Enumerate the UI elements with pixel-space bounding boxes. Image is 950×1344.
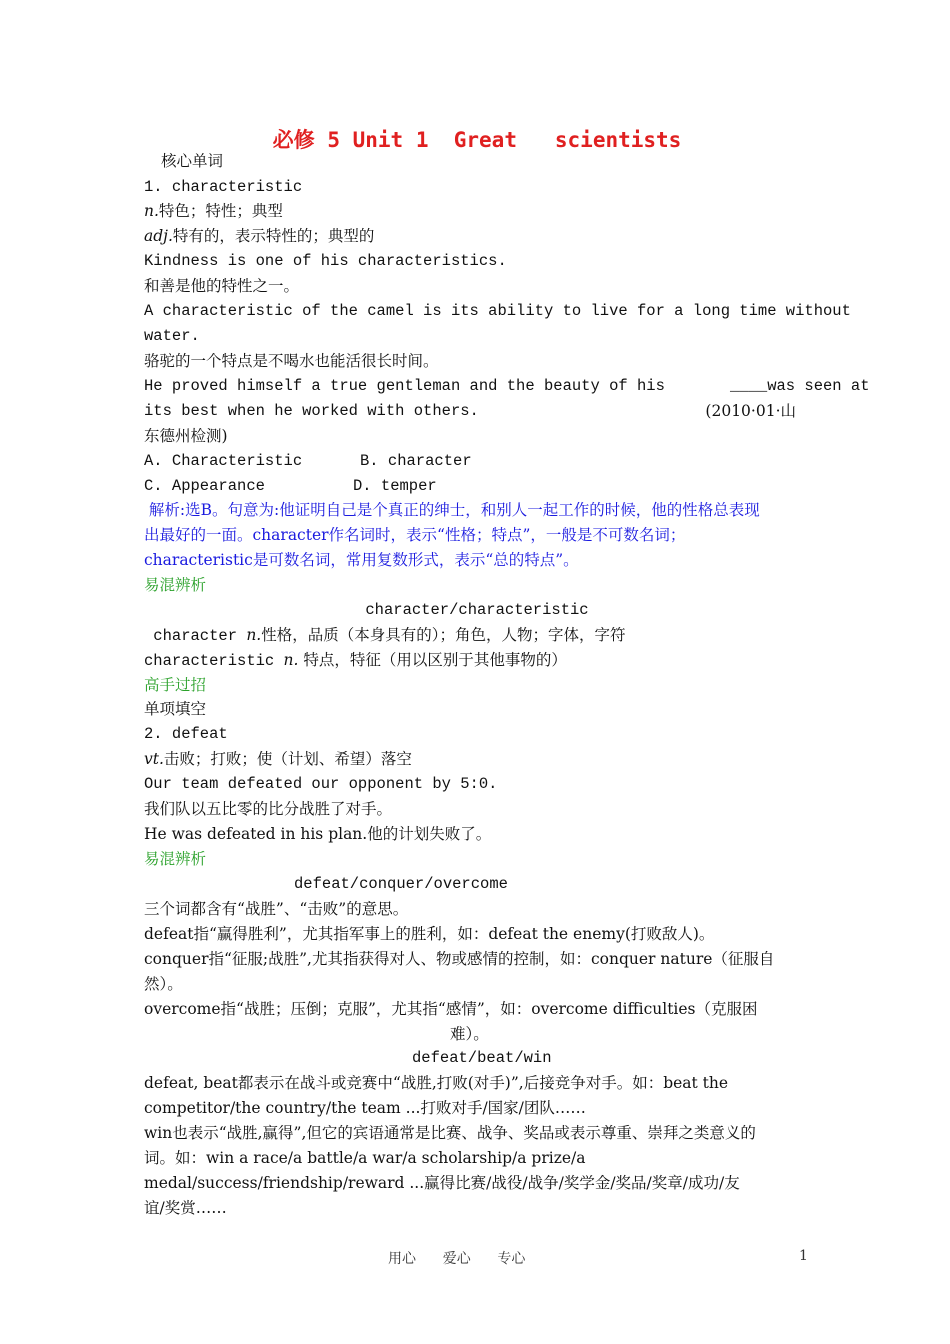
confusion-paragraph: 三个词都含有“战胜”、“击败”的意思。 (144, 900, 409, 918)
practice-label: 高手过招 (144, 676, 207, 694)
confusion-paragraph-cont: 然）。 (144, 975, 183, 993)
word: characteristic (144, 652, 284, 670)
answer-explanation-cont: 出最好的一面。character作名词时，表示“性格；特点”，一般是不可数名词； (144, 526, 686, 544)
example-sentence-cont: water. (144, 327, 200, 345)
question-stem-cont: its best when he worked with others. (144, 402, 479, 420)
confusion-paragraph-cont: 谊/奖赏…… (144, 1199, 227, 1217)
confusion-paragraph: defeat, beat都表示在战斗或竞赛中“战胜,打败(对手)”,后接竞争对手。如：beat the (144, 1074, 729, 1092)
confusion-paragraph-cont: 难）。 (450, 1025, 489, 1043)
answer-explanation: 解析:选B。句意为:他证明自己是个真正的绅士，和别人一起工作的时候，他的性格总表现 (144, 501, 760, 519)
page-title: 必修 5 Unit 1 Great scientists (272, 128, 682, 152)
part-of-speech: vt. (144, 750, 164, 768)
confusion-paragraph: win也表示“战胜,赢得”,但它的宾语通常是比赛、战争、奖品或表示尊重、崇拜之类意义的 (144, 1124, 756, 1142)
definition-text: 特点，特征（用以区别于其他事物的） (298, 651, 567, 669)
question-source: (2010·01·山 (705, 402, 796, 420)
example-sentence: Kindness is one of his characteristics. (144, 252, 507, 270)
confusion-paragraph: conquer指“征服;战胜”,尤其指获得对人、物或感情的控制，如：conquer nature（征服自 (144, 950, 775, 968)
definition-text: 特色；特性；典型 (158, 202, 283, 220)
part-of-speech: n. (144, 202, 159, 220)
confusion-paragraph-cont: 词。如：win a race/a battle/a war/a scholarship/a prize/a (144, 1149, 586, 1167)
definition-verb (144, 749, 412, 769)
definition-text: 性格，品质（本身具有的）；角色，人物；字体，字符 (261, 626, 626, 644)
question-stem: He proved himself a true gentleman and the beauty of his ____was seen at (144, 377, 870, 395)
option-a: A. Characteristic (144, 452, 303, 470)
confusion-title: character/characteristic (365, 601, 589, 619)
confusion-title: defeat/beat/win (412, 1049, 552, 1067)
page-number: 1 (799, 1248, 808, 1264)
option-c: C. Appearance (144, 477, 265, 495)
single-choice-label: 单项填空 (144, 700, 207, 718)
option-b: B. character (360, 452, 472, 470)
confusion-label: 易混辨析 (144, 850, 207, 868)
confusion-title: defeat/conquer/overcome (294, 875, 508, 893)
definition-noun (144, 201, 283, 221)
section-heading: 核心单词 (161, 152, 224, 170)
word-heading: 1. characteristic (144, 178, 303, 196)
example-sentence: A characteristic of the camel is its ability to live for a long time without (144, 302, 851, 320)
definition-adj (144, 226, 374, 246)
part-of-speech: adj. (144, 227, 173, 245)
definition-text: 特有的，表示特性的；典型的 (172, 227, 375, 245)
part-of-speech: n. (283, 651, 299, 669)
answer-explanation-cont: characteristic是可数名词，常用复数形式，表示“总的特点”。 (144, 551, 579, 569)
confusion-item (144, 625, 626, 646)
confusion-paragraph: defeat指“赢得胜利”，尤其指军事上的胜利，如：defeat the enemy(打败敌人)。 (144, 925, 715, 943)
example-translation: 我们队以五比零的比分战胜了对手。 (144, 800, 393, 818)
footer-motto: 用心 爱心 专心 (388, 1251, 526, 1267)
example-translation: 骆驼的一个特点是不喝水也能活很长时间。 (144, 352, 439, 370)
confusion-paragraph-cont: medal/success/friendship/reward ...赢得比赛/战役/战争/奖学金/奖品/奖章/成功/友 (144, 1174, 740, 1192)
example-sentence: Our team defeated our opponent by 5:0. (144, 775, 498, 793)
confusion-item (144, 650, 567, 671)
confusion-label: 易混辨析 (144, 576, 207, 594)
example-sentence: He was defeated in his plan.他的计划失败了。 (144, 825, 492, 843)
word-heading: 2. defeat (144, 725, 228, 743)
example-translation: 和善是他的特性之一。 (144, 277, 300, 295)
word: character (144, 627, 247, 645)
confusion-paragraph-cont: competitor/the country/the team ...打败对手/国家/团队…… (144, 1099, 586, 1117)
option-d: D. temper (353, 477, 437, 495)
question-source-cont: 东德州检测) (144, 427, 228, 445)
definition-text: 击败；打败；使（计划、希望）落空 (163, 750, 412, 768)
confusion-paragraph: overcome指“战胜；压倒；克服”，尤其指“感情”，如：overcome difficulties（克服困 (144, 1000, 758, 1018)
part-of-speech: n. (246, 626, 262, 644)
